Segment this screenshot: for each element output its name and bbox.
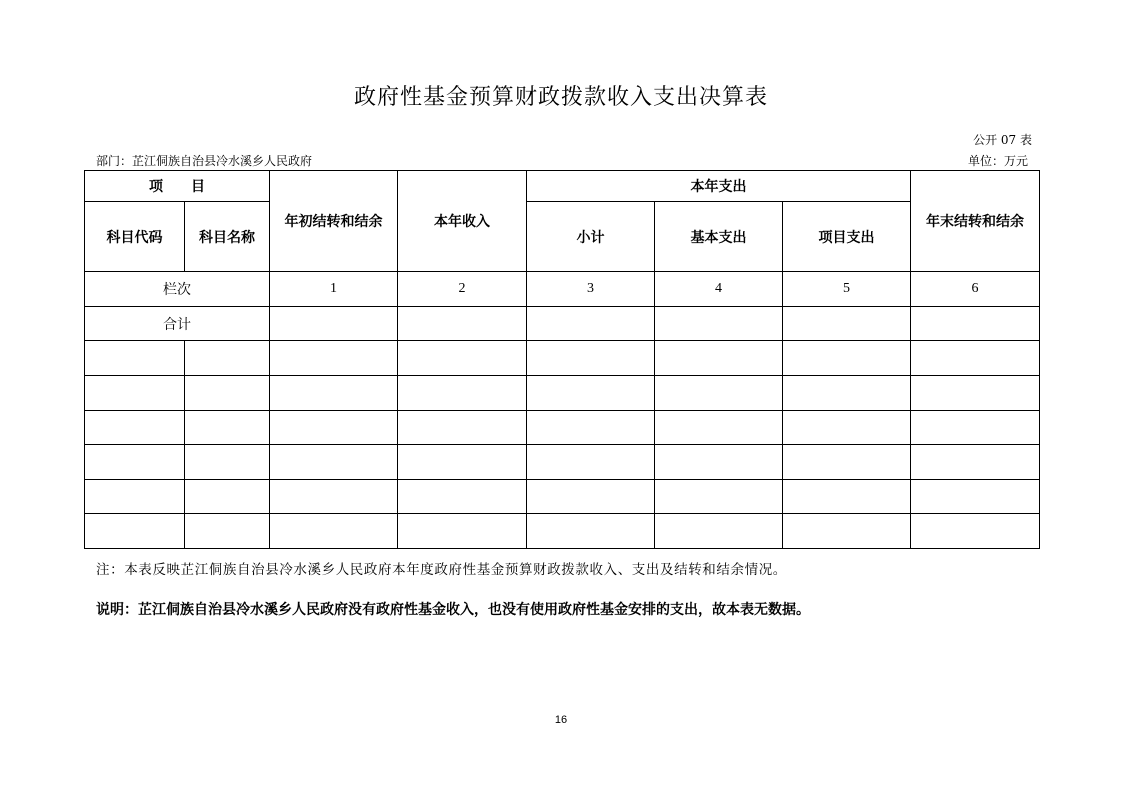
table-cell [655, 411, 783, 445]
table-cell [398, 411, 527, 445]
table-cell [911, 307, 1040, 341]
table-cell [270, 307, 398, 341]
table-cell [527, 307, 655, 341]
page-title: 政府性基金预算财政拨款收入支出决算表 [353, 85, 768, 110]
table-cell [527, 411, 655, 445]
table-cell [270, 376, 398, 411]
unit-label: 单位：万元 [967, 154, 1028, 168]
table-cell [270, 341, 398, 376]
column-number: 2 [398, 272, 527, 307]
header-current-income: 本年收入 [398, 171, 527, 272]
table-cell [85, 411, 185, 445]
table-row [85, 341, 1040, 376]
department-label: 部门：芷江侗族自治县冷水溪乡人民政府 [96, 154, 313, 168]
table-cell [185, 480, 270, 514]
header-subject-code: 科目代码 [85, 202, 185, 272]
page-number: 16 [554, 714, 568, 726]
table-cell [270, 411, 398, 445]
header-subtotal: 小计 [527, 202, 655, 272]
table-cell [655, 480, 783, 514]
column-row-label: 栏次 [85, 272, 270, 307]
table-cell [85, 341, 185, 376]
header-basic-expense: 基本支出 [655, 202, 783, 272]
table-cell [185, 514, 270, 549]
column-number: 4 [655, 272, 783, 307]
column-number: 3 [527, 272, 655, 307]
table-cell [655, 341, 783, 376]
table-cell [85, 480, 185, 514]
table-cell [655, 514, 783, 549]
table-cell [185, 341, 270, 376]
table-cell [527, 445, 655, 480]
table-cell [398, 514, 527, 549]
table-cell [783, 445, 911, 480]
table-cell [911, 411, 1040, 445]
table-cell [911, 376, 1040, 411]
table-note: 注：本表反映芷江侗族自治县冷水溪乡人民政府本年度政府性基金预算财政拨款收入、支出及结转和结余情况。 [96, 562, 787, 578]
table-cell [398, 480, 527, 514]
table-row [85, 480, 1040, 514]
table-row [85, 376, 1040, 411]
table-cell [527, 376, 655, 411]
table-cell [85, 514, 185, 549]
table-row [85, 411, 1040, 445]
header-end-balance: 年末结转和结余 [911, 171, 1040, 272]
column-number-row [85, 272, 1040, 307]
total-label: 合计 [85, 307, 270, 341]
header-subject-name: 科目名称 [185, 202, 270, 272]
table-cell [527, 514, 655, 549]
header-project-expense: 项目支出 [783, 202, 911, 272]
table-cell [85, 445, 185, 480]
budget-table [84, 170, 1040, 549]
table-cell [270, 514, 398, 549]
header-begin-balance: 年初结转和结余 [270, 171, 398, 272]
table-cell [270, 480, 398, 514]
table-cell [185, 445, 270, 480]
table-cell [527, 341, 655, 376]
table-cell [85, 376, 185, 411]
table-cell [911, 341, 1040, 376]
column-number: 1 [270, 272, 398, 307]
table-cell [398, 341, 527, 376]
table-cell [783, 480, 911, 514]
table-row [85, 445, 1040, 480]
table-cell [911, 480, 1040, 514]
table-cell [655, 445, 783, 480]
table-cell [655, 307, 783, 341]
table-cell [783, 411, 911, 445]
table-cell [270, 445, 398, 480]
column-number: 6 [911, 272, 1040, 307]
table-cell [783, 376, 911, 411]
column-number: 5 [783, 272, 911, 307]
table-row [85, 514, 1040, 549]
table-cell [527, 480, 655, 514]
table-cell [783, 514, 911, 549]
table-cell [655, 376, 783, 411]
total-row [85, 307, 1040, 341]
table-cell [911, 514, 1040, 549]
header-item: 项 目 [85, 171, 270, 202]
table-cell [398, 307, 527, 341]
table-cell [398, 376, 527, 411]
table-cell [398, 445, 527, 480]
table-cell [185, 376, 270, 411]
header-current-expense: 本年支出 [527, 171, 911, 202]
table-cell [185, 411, 270, 445]
explanation-text: 说明：芷江侗族自治县冷水溪乡人民政府没有政府性基金收入，也没有使用政府性基金安排的支出，故本表无数据。 [96, 602, 810, 618]
table-cell [783, 307, 911, 341]
table-cell [783, 341, 911, 376]
form-number: 公开 07 表 [973, 133, 1032, 147]
table-cell [911, 445, 1040, 480]
